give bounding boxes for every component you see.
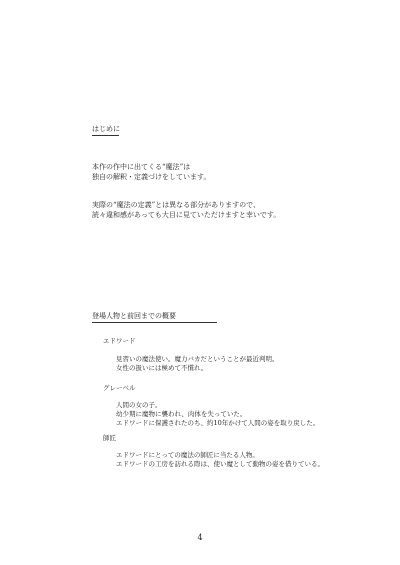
intro-paragraph-2 xyxy=(92,200,280,220)
text-line: 読々違和感があっても大目に見ていただけますと幸いです。 xyxy=(92,211,281,219)
text-line: 女性の扱いには極めて不慣れ。 xyxy=(116,364,208,372)
intro-heading: はじめに xyxy=(92,125,120,136)
character-name-grebel: グレーベル xyxy=(103,384,136,392)
text-line: エドワードにとっての魔法の師匠に当たる人物。 xyxy=(116,451,259,459)
character-description-edward xyxy=(116,355,279,373)
character-description-master xyxy=(116,451,324,469)
text-line: エドワードに保護されたのち、約10年かけて人間の姿を取り戻した。 xyxy=(116,419,320,427)
text-line: 見習いの魔法使い。魔力バカだということが最近判明。 xyxy=(116,355,279,363)
character-name-edward: エドワード xyxy=(103,337,136,345)
text-line: 本作の作中に出てくる“魔法”は xyxy=(92,163,191,171)
intro-paragraph-1 xyxy=(92,162,210,182)
page-number: 4 xyxy=(197,533,203,542)
text-line: 幼少期に魔物に襲われ、肉体を失っていた。 xyxy=(116,410,247,418)
summary-heading: 登場人物と前回までの概要 xyxy=(92,312,176,323)
text-line: 実際の“魔法の定義”とは異なる部分がありますので、 xyxy=(92,201,261,209)
text-line: エドワードの工房を訪れる際は、使い魔として動物の姿を借りている。 xyxy=(116,460,324,468)
character-description-grebel xyxy=(116,401,319,428)
text-line: 独自の解釈・定義づけをしています。 xyxy=(92,173,211,181)
character-name-master: 師匠 xyxy=(103,434,116,442)
text-line: 人間の女の子。 xyxy=(116,401,162,409)
